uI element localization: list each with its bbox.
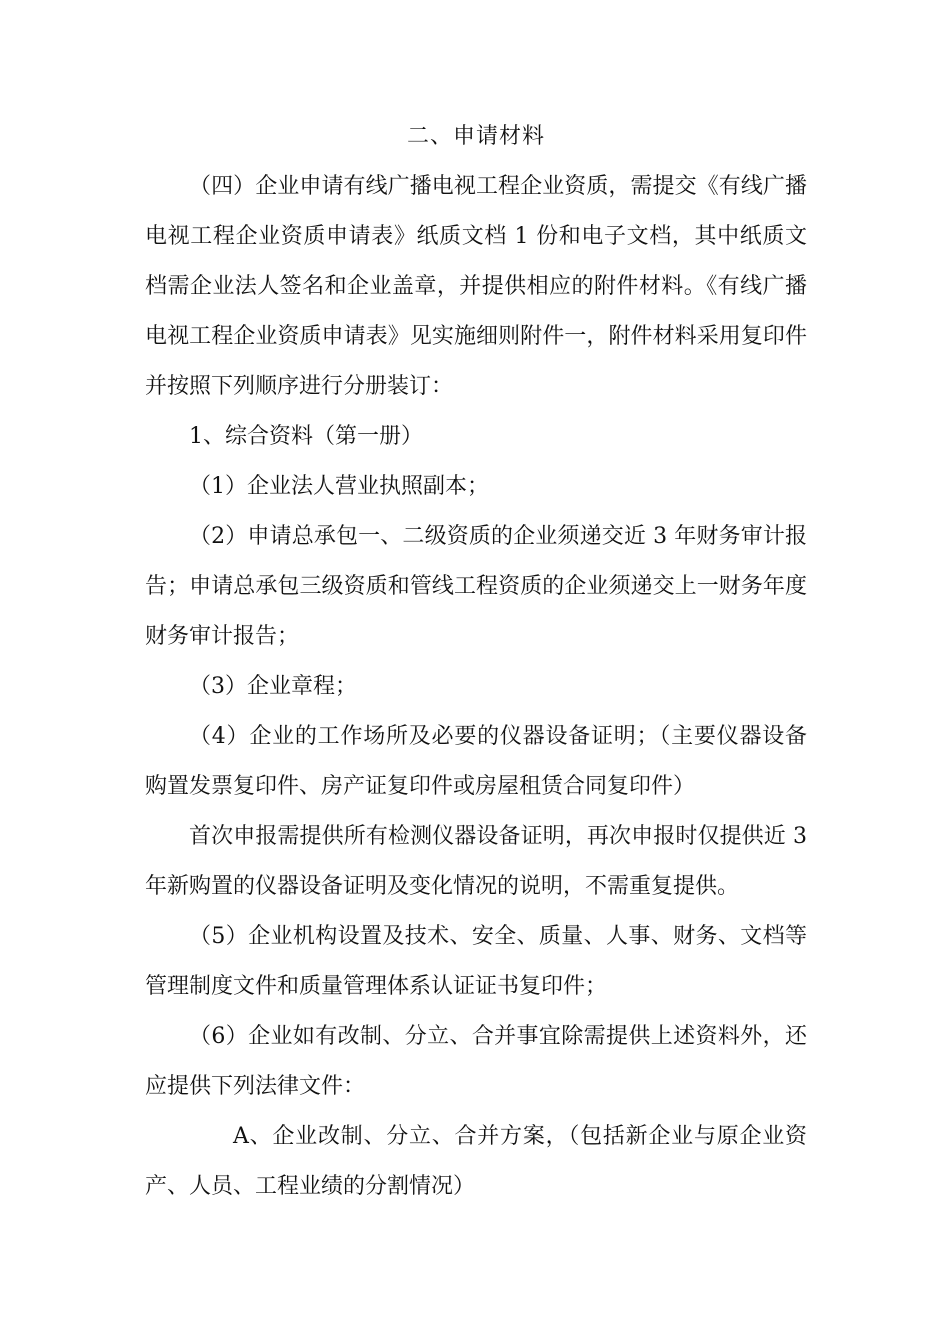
section-title: 二、申请材料 <box>406 124 545 149</box>
paragraph-item-1: （1）企业法人营业执照副本； <box>189 474 489 499</box>
paragraph-item-4: （4）企业的工作场所及必要的仪器设备证明；（主要仪器设备购置发票复印件、房产证复印件或房屋租赁合同复印件） <box>145 724 807 799</box>
paragraph-application-requirements: （四）企业申请有线广播电视工程企业资质，需提交《有线广播电视工程企业资质申请表》纸质文档 1 份和电子文档，其中纸质文档需企业法人签名和企业盖章，并提供相应的附件材料。《有线广播电视工程企业资质申请表》见实施细则附件一，附件材料采用复印件并按照下列顺序进行分册装订： <box>145 174 807 399</box>
paragraph-item-6: （6）企业如有改制、分立、合并事宜除需提供上述资料外，还应提供下列法律文件： <box>145 1024 807 1099</box>
paragraph-item-3: （3）企业章程； <box>189 674 357 699</box>
paragraph-volume-one-heading: 1、综合资料（第一册） <box>189 424 423 449</box>
paragraph-equipment-note: 首次申报需提供所有检测仪器设备证明，再次申报时仅提供近 3 年新购置的仪器设备证明及变化情况的说明，不需重复提供。 <box>145 824 807 899</box>
document-body <box>145 112 807 1212</box>
paragraph-item-a: A、企业改制、分立、合并方案，（包括新企业与原企业资产、人员、工程业绩的分割情况） <box>145 1124 807 1199</box>
paragraph-item-2: （2）申请总承包一、二级资质的企业须递交近 3 年财务审计报告；申请总承包三级资质和管线工程资质的企业须递交上一财务年度财务审计报告； <box>145 524 807 649</box>
paragraph-item-5: （5）企业机构设置及技术、安全、质量、人事、财务、文档等管理制度文件和质量管理体系认证证书复印件； <box>145 924 807 999</box>
